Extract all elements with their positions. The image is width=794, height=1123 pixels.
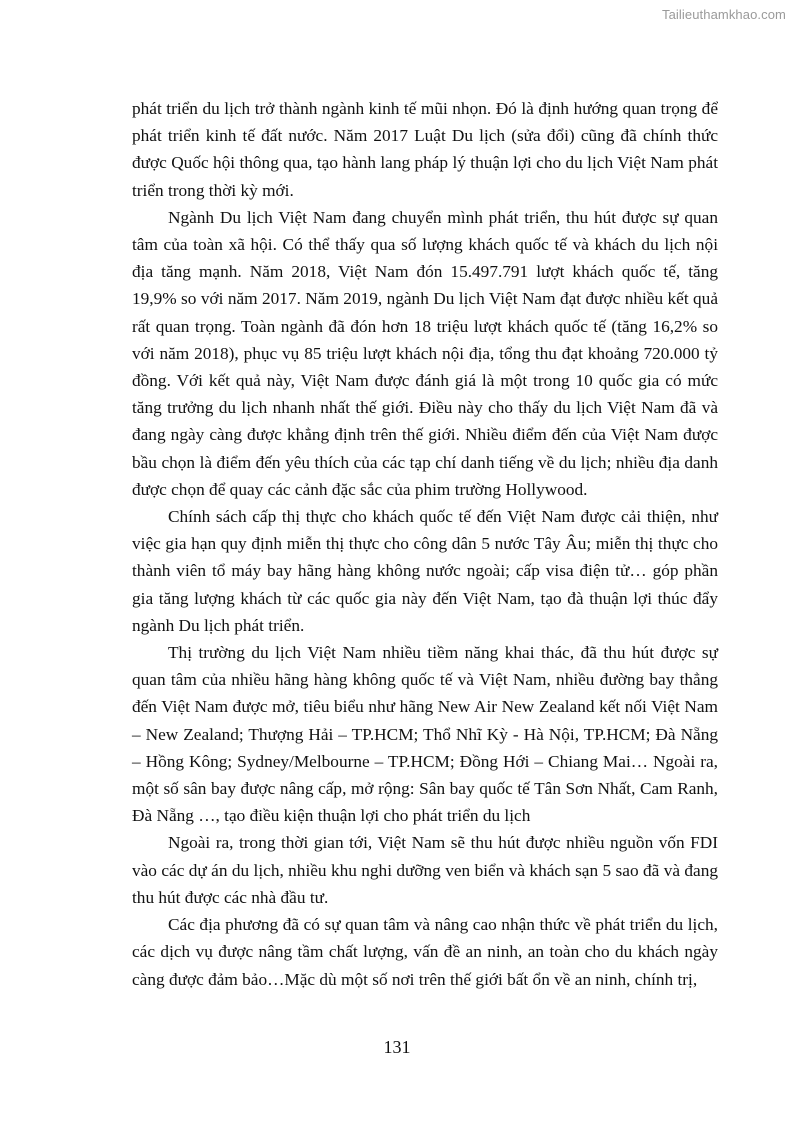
page-number: 131	[383, 1037, 411, 1057]
document-body	[132, 95, 718, 993]
paragraph-visa-policy: Chính sách cấp thị thực cho khách quốc tế đến Việt Nam được cải thiện, như việc gia hạn quy định miễn thị thực cho công dân 5 nước Tây Âu; miễn thị thực cho thành viên tổ máy bay hãng hàng không nước ngoài; cấp visa điện tử… góp phần gia tăng lượng khách từ các quốc gia này đến Việt Nam, tạo đà thuận lợi thúc đẩy ngành Du lịch phát triển.	[132, 507, 718, 635]
paragraph-flight-routes: Thị trường du lịch Việt Nam nhiều tiềm năng khai thác, đã thu hút được sự quan tâm của nhiều hãng hàng không quốc tế và Việt Nam, nhiều đường bay thẳng đến Việt Nam được mở, tiêu biểu như hãng New Air New Zealand kết nối Việt Nam – New Zealand; Thượng Hải – TP.HCM; Thổ Nhĩ Kỳ - Hà Nội, TP.HCM; Đà Nẵng – Hồng Kông; Sydney/Melbourne – TP.HCM; Đồng Hới – Chiang Mai… Ngoài ra, một số sân bay được nâng cấp, mở rộng: Sân bay quốc tế Tân Sơn Nhất, Cam Ranh, Đà Nẵng …, tạo điều kiện thuận lợi cho phát triển du lịch	[132, 643, 718, 826]
watermark-text: Tailieuthamkhao.com	[661, 7, 786, 22]
paragraph-fdi-investment: Ngoài ra, trong thời gian tới, Việt Nam sẽ thu hút được nhiều nguồn vốn FDI vào các dự án du lịch, nhiều khu nghi dưỡng ven biển và khách sạn 5 sao đã và đang thu hút được các nhà đầu tư.	[132, 833, 718, 907]
paragraph-continuation: phát triển du lịch trở thành ngành kinh tế mũi nhọn. Đó là định hướng quan trọng để phát triển kinh tế đất nước. Năm 2017 Luật Du lịch (sửa đổi) cũng đã chính thức được Quốc hội thông qua, tạo hành lang pháp lý thuận lợi cho du lịch Việt Nam phát triển trong thời kỳ mới.	[132, 99, 718, 200]
paragraph-local-awareness: Các địa phương đã có sự quan tâm và nâng cao nhận thức về phát triển du lịch, các dịch vụ được nâng tầm chất lượng, vấn đề an ninh, an toàn cho du khách ngày càng được đảm bảo…Mặc dù một số nơi trên thế giới bất ổn về an ninh, chính trị,	[132, 915, 718, 989]
paragraph-tourism-growth: Ngành Du lịch Việt Nam đang chuyển mình phát triển, thu hút được sự quan tâm của toàn xã hội. Có thể thấy qua số lượng khách quốc tế và khách du lịch nội địa tăng mạnh. Năm 2018, Việt Nam đón 15.497.791 lượt khách quốc tế, tăng 19,9% so với năm 2017. Năm 2019, ngành Du lịch Việt Nam đạt được nhiều kết quả rất quan trọng. Toàn ngành đã đón hơn 18 triệu lượt khách quốc tế (tăng 16,2% so với năm 2018), phục vụ 85 triệu lượt khách nội địa, tổng thu đạt khoảng 720.000 tỷ đồng. Với kết quả này, Việt Nam được đánh giá là một trong 10 quốc gia có mức tăng trưởng du lịch nhanh nhất thế giới. Điều này cho thấy du lịch Việt Nam đã và đang ngày càng được khẳng định trên thế giới. Nhiều điểm đến của Việt Nam được bầu chọn là điểm đến yêu thích của các tạp chí danh tiếng về du lịch; nhiều địa danh được chọn để quay các cảnh đặc sắc của phim trường Hollywood.	[132, 207, 718, 499]
